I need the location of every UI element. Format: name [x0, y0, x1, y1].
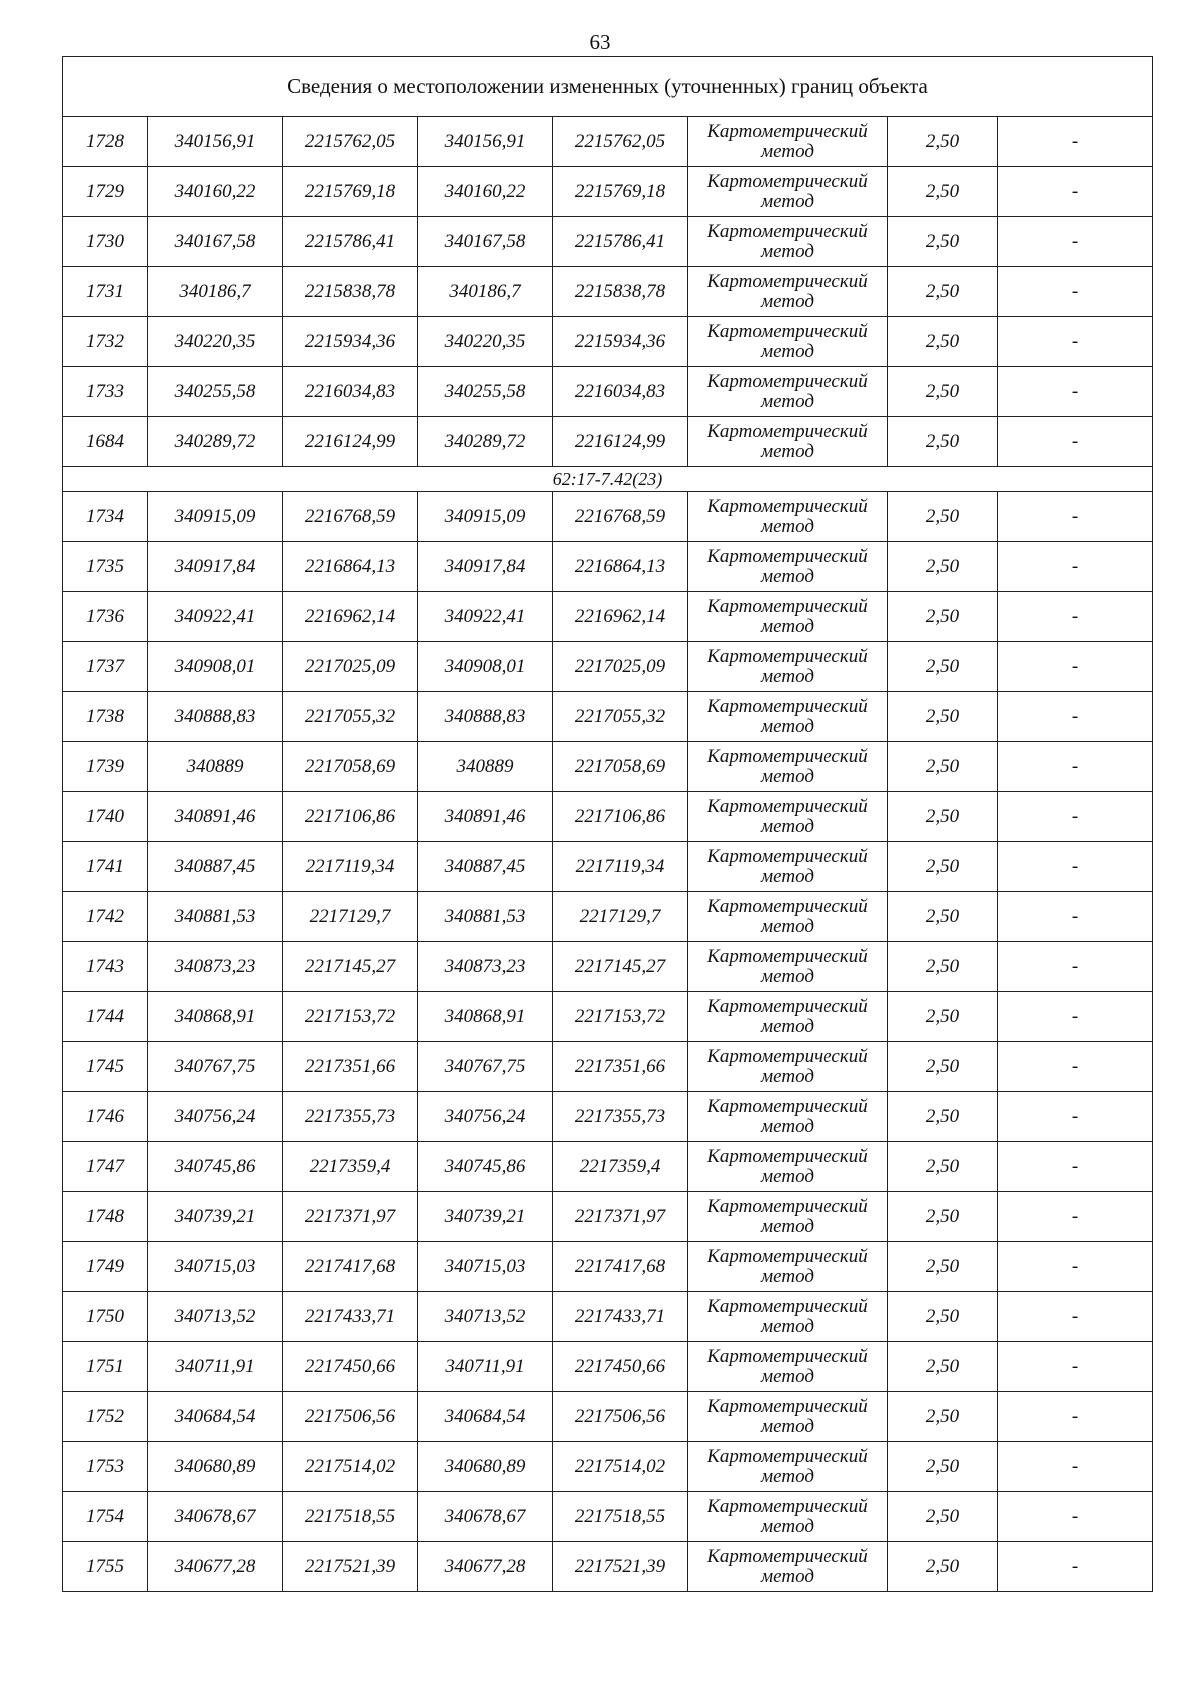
description-cell: -	[998, 1242, 1153, 1292]
accuracy-cell: 2,50	[888, 1192, 998, 1242]
accuracy-cell: 2,50	[888, 492, 998, 542]
point-number-cell: 1744	[63, 992, 148, 1042]
refined-x-cell: 340711,91	[418, 1342, 553, 1392]
description-cell: -	[998, 267, 1153, 317]
table-row	[63, 1192, 1153, 1242]
table-row	[63, 642, 1153, 692]
table-row	[63, 217, 1153, 267]
refined-y-cell: 2215786,41	[553, 217, 688, 267]
existing-y-cell: 2216124,99	[283, 417, 418, 467]
existing-x-cell: 340889	[148, 742, 283, 792]
accuracy-cell: 2,50	[888, 942, 998, 992]
point-number-cell: 1747	[63, 1142, 148, 1192]
refined-y-cell: 2217518,55	[553, 1492, 688, 1542]
existing-y-cell: 2217153,72	[283, 992, 418, 1042]
existing-y-cell: 2217433,71	[283, 1292, 418, 1342]
refined-x-cell: 340908,01	[418, 642, 553, 692]
description-cell: -	[998, 417, 1153, 467]
refined-y-cell: 2217417,68	[553, 1242, 688, 1292]
table-row	[63, 1142, 1153, 1192]
description-cell: -	[998, 1542, 1153, 1592]
refined-x-cell: 340739,21	[418, 1192, 553, 1242]
point-number-cell: 1730	[63, 217, 148, 267]
point-number-cell: 1740	[63, 792, 148, 842]
refined-x-cell: 340767,75	[418, 1042, 553, 1092]
point-number-cell: 1731	[63, 267, 148, 317]
refined-y-cell: 2215838,78	[553, 267, 688, 317]
accuracy-cell: 2,50	[888, 167, 998, 217]
point-number-cell: 1750	[63, 1292, 148, 1342]
refined-y-cell: 2217055,32	[553, 692, 688, 742]
existing-y-cell: 2217106,86	[283, 792, 418, 842]
accuracy-cell: 2,50	[888, 1042, 998, 1092]
refined-x-cell: 340678,67	[418, 1492, 553, 1542]
accuracy-cell: 2,50	[888, 842, 998, 892]
table-title: Сведения о местоположении измененных (уточненных) границ объекта	[63, 57, 1153, 117]
method-cell: Картометрический метод	[688, 992, 888, 1042]
refined-y-cell: 2217351,66	[553, 1042, 688, 1092]
page-number: 63	[589, 30, 611, 54]
method-cell: Картометрический метод	[688, 942, 888, 992]
method-cell: Картометрический метод	[688, 692, 888, 742]
accuracy-cell: 2,50	[888, 117, 998, 167]
point-number-cell: 1735	[63, 542, 148, 592]
description-cell: -	[998, 1192, 1153, 1242]
existing-x-cell: 340908,01	[148, 642, 283, 692]
table-row	[63, 1292, 1153, 1342]
refined-x-cell: 340891,46	[418, 792, 553, 842]
method-cell: Картометрический метод	[688, 417, 888, 467]
table-row	[63, 167, 1153, 217]
accuracy-cell: 2,50	[888, 417, 998, 467]
existing-x-cell: 340887,45	[148, 842, 283, 892]
table-header-row	[63, 57, 1153, 117]
refined-x-cell: 340915,09	[418, 492, 553, 542]
point-number-cell: 1729	[63, 167, 148, 217]
table-row	[63, 1342, 1153, 1392]
description-cell: -	[998, 1292, 1153, 1342]
description-cell: -	[998, 217, 1153, 267]
refined-y-cell: 2217450,66	[553, 1342, 688, 1392]
refined-y-cell: 2217058,69	[553, 742, 688, 792]
point-number-cell: 1736	[63, 592, 148, 642]
existing-x-cell: 340715,03	[148, 1242, 283, 1292]
description-cell: -	[998, 892, 1153, 942]
method-cell: Картометрический метод	[688, 1042, 888, 1092]
refined-y-cell: 2217106,86	[553, 792, 688, 842]
refined-y-cell: 2216962,14	[553, 592, 688, 642]
method-cell: Картометрический метод	[688, 217, 888, 267]
existing-x-cell: 340684,54	[148, 1392, 283, 1442]
method-cell: Картометрический метод	[688, 117, 888, 167]
existing-y-cell: 2217119,34	[283, 842, 418, 892]
refined-x-cell: 340186,7	[418, 267, 553, 317]
existing-y-cell: 2217351,66	[283, 1042, 418, 1092]
table-row	[63, 417, 1153, 467]
accuracy-cell: 2,50	[888, 217, 998, 267]
method-cell: Картометрический метод	[688, 1092, 888, 1142]
table-row	[63, 742, 1153, 792]
existing-x-cell: 340888,83	[148, 692, 283, 742]
method-cell: Картометрический метод	[688, 1342, 888, 1392]
table-row	[63, 317, 1153, 367]
section-label-row	[63, 467, 1153, 492]
method-cell: Картометрический метод	[688, 1242, 888, 1292]
existing-y-cell: 2217514,02	[283, 1442, 418, 1492]
method-cell: Картометрический метод	[688, 317, 888, 367]
table-row	[63, 842, 1153, 892]
existing-x-cell: 340678,67	[148, 1492, 283, 1542]
description-cell: -	[998, 692, 1153, 742]
refined-x-cell: 340922,41	[418, 592, 553, 642]
accuracy-cell: 2,50	[888, 1242, 998, 1292]
existing-x-cell: 340891,46	[148, 792, 283, 842]
table-row	[63, 1542, 1153, 1592]
existing-y-cell: 2217055,32	[283, 692, 418, 742]
accuracy-cell: 2,50	[888, 317, 998, 367]
existing-y-cell: 2215934,36	[283, 317, 418, 367]
refined-y-cell: 2216768,59	[553, 492, 688, 542]
existing-x-cell: 340868,91	[148, 992, 283, 1042]
existing-x-cell: 340289,72	[148, 417, 283, 467]
point-number-cell: 1752	[63, 1392, 148, 1442]
point-number-cell: 1739	[63, 742, 148, 792]
description-cell: -	[998, 317, 1153, 367]
table-row	[63, 1042, 1153, 1092]
existing-y-cell: 2217521,39	[283, 1542, 418, 1592]
description-cell: -	[998, 642, 1153, 692]
point-number-cell: 1733	[63, 367, 148, 417]
method-cell: Картометрический метод	[688, 267, 888, 317]
point-number-cell: 1746	[63, 1092, 148, 1142]
accuracy-cell: 2,50	[888, 1292, 998, 1342]
refined-x-cell: 340160,22	[418, 167, 553, 217]
point-number-cell: 1751	[63, 1342, 148, 1392]
refined-y-cell: 2217355,73	[553, 1092, 688, 1142]
refined-x-cell: 340156,91	[418, 117, 553, 167]
accuracy-cell: 2,50	[888, 542, 998, 592]
refined-x-cell: 340873,23	[418, 942, 553, 992]
existing-x-cell: 340677,28	[148, 1542, 283, 1592]
description-cell: -	[998, 592, 1153, 642]
table-row	[63, 692, 1153, 742]
accuracy-cell: 2,50	[888, 992, 998, 1042]
description-cell: -	[998, 742, 1153, 792]
description-cell: -	[998, 542, 1153, 592]
method-cell: Картометрический метод	[688, 167, 888, 217]
table-row	[63, 542, 1153, 592]
table-row	[63, 1392, 1153, 1442]
refined-x-cell: 340889	[418, 742, 553, 792]
method-cell: Картометрический метод	[688, 1142, 888, 1192]
method-cell: Картометрический метод	[688, 892, 888, 942]
refined-y-cell: 2216124,99	[553, 417, 688, 467]
method-cell: Картометрический метод	[688, 367, 888, 417]
existing-y-cell: 2216034,83	[283, 367, 418, 417]
existing-y-cell: 2216864,13	[283, 542, 418, 592]
point-number-cell: 1742	[63, 892, 148, 942]
accuracy-cell: 2,50	[888, 692, 998, 742]
existing-x-cell: 340680,89	[148, 1442, 283, 1492]
existing-x-cell: 340220,35	[148, 317, 283, 367]
existing-y-cell: 2217450,66	[283, 1342, 418, 1392]
existing-x-cell: 340767,75	[148, 1042, 283, 1092]
point-number-cell: 1737	[63, 642, 148, 692]
existing-y-cell: 2215769,18	[283, 167, 418, 217]
point-number-cell: 1749	[63, 1242, 148, 1292]
boundary-coordinates-table	[62, 56, 1153, 1592]
point-number-cell: 1734	[63, 492, 148, 542]
refined-x-cell: 340220,35	[418, 317, 553, 367]
description-cell: -	[998, 167, 1153, 217]
existing-x-cell: 340255,58	[148, 367, 283, 417]
accuracy-cell: 2,50	[888, 267, 998, 317]
refined-y-cell: 2217371,97	[553, 1192, 688, 1242]
refined-y-cell: 2217521,39	[553, 1542, 688, 1592]
existing-y-cell: 2217025,09	[283, 642, 418, 692]
existing-y-cell: 2217506,56	[283, 1392, 418, 1442]
existing-y-cell: 2217058,69	[283, 742, 418, 792]
refined-y-cell: 2217514,02	[553, 1442, 688, 1492]
description-cell: -	[998, 1142, 1153, 1192]
method-cell: Картометрический метод	[688, 1442, 888, 1492]
point-number-cell: 1753	[63, 1442, 148, 1492]
existing-x-cell: 340711,91	[148, 1342, 283, 1392]
method-cell: Картометрический метод	[688, 842, 888, 892]
table-row	[63, 792, 1153, 842]
method-cell: Картометрический метод	[688, 742, 888, 792]
refined-x-cell: 340881,53	[418, 892, 553, 942]
existing-x-cell: 340915,09	[148, 492, 283, 542]
refined-y-cell: 2217129,7	[553, 892, 688, 942]
point-number-cell: 1745	[63, 1042, 148, 1092]
description-cell: -	[998, 1042, 1153, 1092]
description-cell: -	[998, 117, 1153, 167]
refined-y-cell: 2217506,56	[553, 1392, 688, 1442]
existing-y-cell: 2216768,59	[283, 492, 418, 542]
point-number-cell: 1728	[63, 117, 148, 167]
description-cell: -	[998, 367, 1153, 417]
refined-y-cell: 2217119,34	[553, 842, 688, 892]
method-cell: Картометрический метод	[688, 1542, 888, 1592]
existing-y-cell: 2217355,73	[283, 1092, 418, 1142]
point-number-cell: 1738	[63, 692, 148, 742]
refined-y-cell: 2215762,05	[553, 117, 688, 167]
section-label: 62:17-7.42(23)	[63, 467, 1153, 492]
refined-x-cell: 340255,58	[418, 367, 553, 417]
point-number-cell: 1741	[63, 842, 148, 892]
refined-x-cell: 340888,83	[418, 692, 553, 742]
refined-y-cell: 2217153,72	[553, 992, 688, 1042]
accuracy-cell: 2,50	[888, 1442, 998, 1492]
point-number-cell: 1732	[63, 317, 148, 367]
table-row	[63, 992, 1153, 1042]
description-cell: -	[998, 942, 1153, 992]
existing-y-cell: 2215786,41	[283, 217, 418, 267]
existing-y-cell: 2217417,68	[283, 1242, 418, 1292]
method-cell: Картометрический метод	[688, 592, 888, 642]
table-row	[63, 1492, 1153, 1542]
table-row	[63, 367, 1153, 417]
refined-x-cell: 340715,03	[418, 1242, 553, 1292]
existing-y-cell: 2217129,7	[283, 892, 418, 942]
refined-x-cell: 340713,52	[418, 1292, 553, 1342]
description-cell: -	[998, 1342, 1153, 1392]
refined-y-cell: 2215769,18	[553, 167, 688, 217]
description-cell: -	[998, 492, 1153, 542]
refined-x-cell: 340887,45	[418, 842, 553, 892]
existing-x-cell: 340739,21	[148, 1192, 283, 1242]
table-row	[63, 1242, 1153, 1292]
table-row	[63, 892, 1153, 942]
refined-y-cell: 2216864,13	[553, 542, 688, 592]
refined-x-cell: 340167,58	[418, 217, 553, 267]
existing-y-cell: 2217518,55	[283, 1492, 418, 1542]
table-row	[63, 592, 1153, 642]
accuracy-cell: 2,50	[888, 792, 998, 842]
accuracy-cell: 2,50	[888, 592, 998, 642]
refined-y-cell: 2217025,09	[553, 642, 688, 692]
accuracy-cell: 2,50	[888, 892, 998, 942]
method-cell: Картометрический метод	[688, 1392, 888, 1442]
existing-x-cell: 340713,52	[148, 1292, 283, 1342]
method-cell: Картометрический метод	[688, 542, 888, 592]
table-row	[63, 117, 1153, 167]
method-cell: Картометрический метод	[688, 1492, 888, 1542]
refined-x-cell: 340289,72	[418, 417, 553, 467]
existing-y-cell: 2217359,4	[283, 1142, 418, 1192]
existing-y-cell: 2217145,27	[283, 942, 418, 992]
refined-y-cell: 2217145,27	[553, 942, 688, 992]
description-cell: -	[998, 1492, 1153, 1542]
method-cell: Картометрический метод	[688, 1192, 888, 1242]
table-row	[63, 267, 1153, 317]
existing-x-cell: 340873,23	[148, 942, 283, 992]
refined-x-cell: 340868,91	[418, 992, 553, 1042]
method-cell: Картометрический метод	[688, 642, 888, 692]
existing-x-cell: 340156,91	[148, 117, 283, 167]
point-number-cell: 1743	[63, 942, 148, 992]
existing-y-cell: 2215838,78	[283, 267, 418, 317]
method-cell: Картометрический метод	[688, 492, 888, 542]
refined-x-cell: 340917,84	[418, 542, 553, 592]
description-cell: -	[998, 1442, 1153, 1492]
description-cell: -	[998, 1392, 1153, 1442]
point-number-cell: 1684	[63, 417, 148, 467]
existing-x-cell: 340917,84	[148, 542, 283, 592]
description-cell: -	[998, 842, 1153, 892]
point-number-cell: 1748	[63, 1192, 148, 1242]
accuracy-cell: 2,50	[888, 1092, 998, 1142]
refined-x-cell: 340684,54	[418, 1392, 553, 1442]
method-cell: Картометрический метод	[688, 792, 888, 842]
existing-x-cell: 340881,53	[148, 892, 283, 942]
table-body	[63, 57, 1153, 1592]
description-cell: -	[998, 992, 1153, 1042]
existing-x-cell: 340922,41	[148, 592, 283, 642]
existing-y-cell: 2215762,05	[283, 117, 418, 167]
accuracy-cell: 2,50	[888, 742, 998, 792]
description-cell: -	[998, 1092, 1153, 1142]
existing-x-cell: 340167,58	[148, 217, 283, 267]
refined-y-cell: 2217359,4	[553, 1142, 688, 1192]
existing-y-cell: 2217371,97	[283, 1192, 418, 1242]
existing-x-cell: 340160,22	[148, 167, 283, 217]
table-row	[63, 1442, 1153, 1492]
existing-y-cell: 2216962,14	[283, 592, 418, 642]
refined-x-cell: 340680,89	[418, 1442, 553, 1492]
method-cell: Картометрический метод	[688, 1292, 888, 1342]
accuracy-cell: 2,50	[888, 1542, 998, 1592]
refined-x-cell: 340756,24	[418, 1092, 553, 1142]
accuracy-cell: 2,50	[888, 642, 998, 692]
accuracy-cell: 2,50	[888, 1392, 998, 1442]
refined-y-cell: 2217433,71	[553, 1292, 688, 1342]
table-row	[63, 942, 1153, 992]
table-row	[63, 1092, 1153, 1142]
accuracy-cell: 2,50	[888, 1342, 998, 1392]
existing-x-cell: 340756,24	[148, 1092, 283, 1142]
existing-x-cell: 340745,86	[148, 1142, 283, 1192]
existing-x-cell: 340186,7	[148, 267, 283, 317]
refined-y-cell: 2216034,83	[553, 367, 688, 417]
description-cell: -	[998, 792, 1153, 842]
refined-x-cell: 340745,86	[418, 1142, 553, 1192]
accuracy-cell: 2,50	[888, 1142, 998, 1192]
point-number-cell: 1754	[63, 1492, 148, 1542]
accuracy-cell: 2,50	[888, 1492, 998, 1542]
table-row	[63, 492, 1153, 542]
accuracy-cell: 2,50	[888, 367, 998, 417]
point-number-cell: 1755	[63, 1542, 148, 1592]
refined-y-cell: 2215934,36	[553, 317, 688, 367]
refined-x-cell: 340677,28	[418, 1542, 553, 1592]
